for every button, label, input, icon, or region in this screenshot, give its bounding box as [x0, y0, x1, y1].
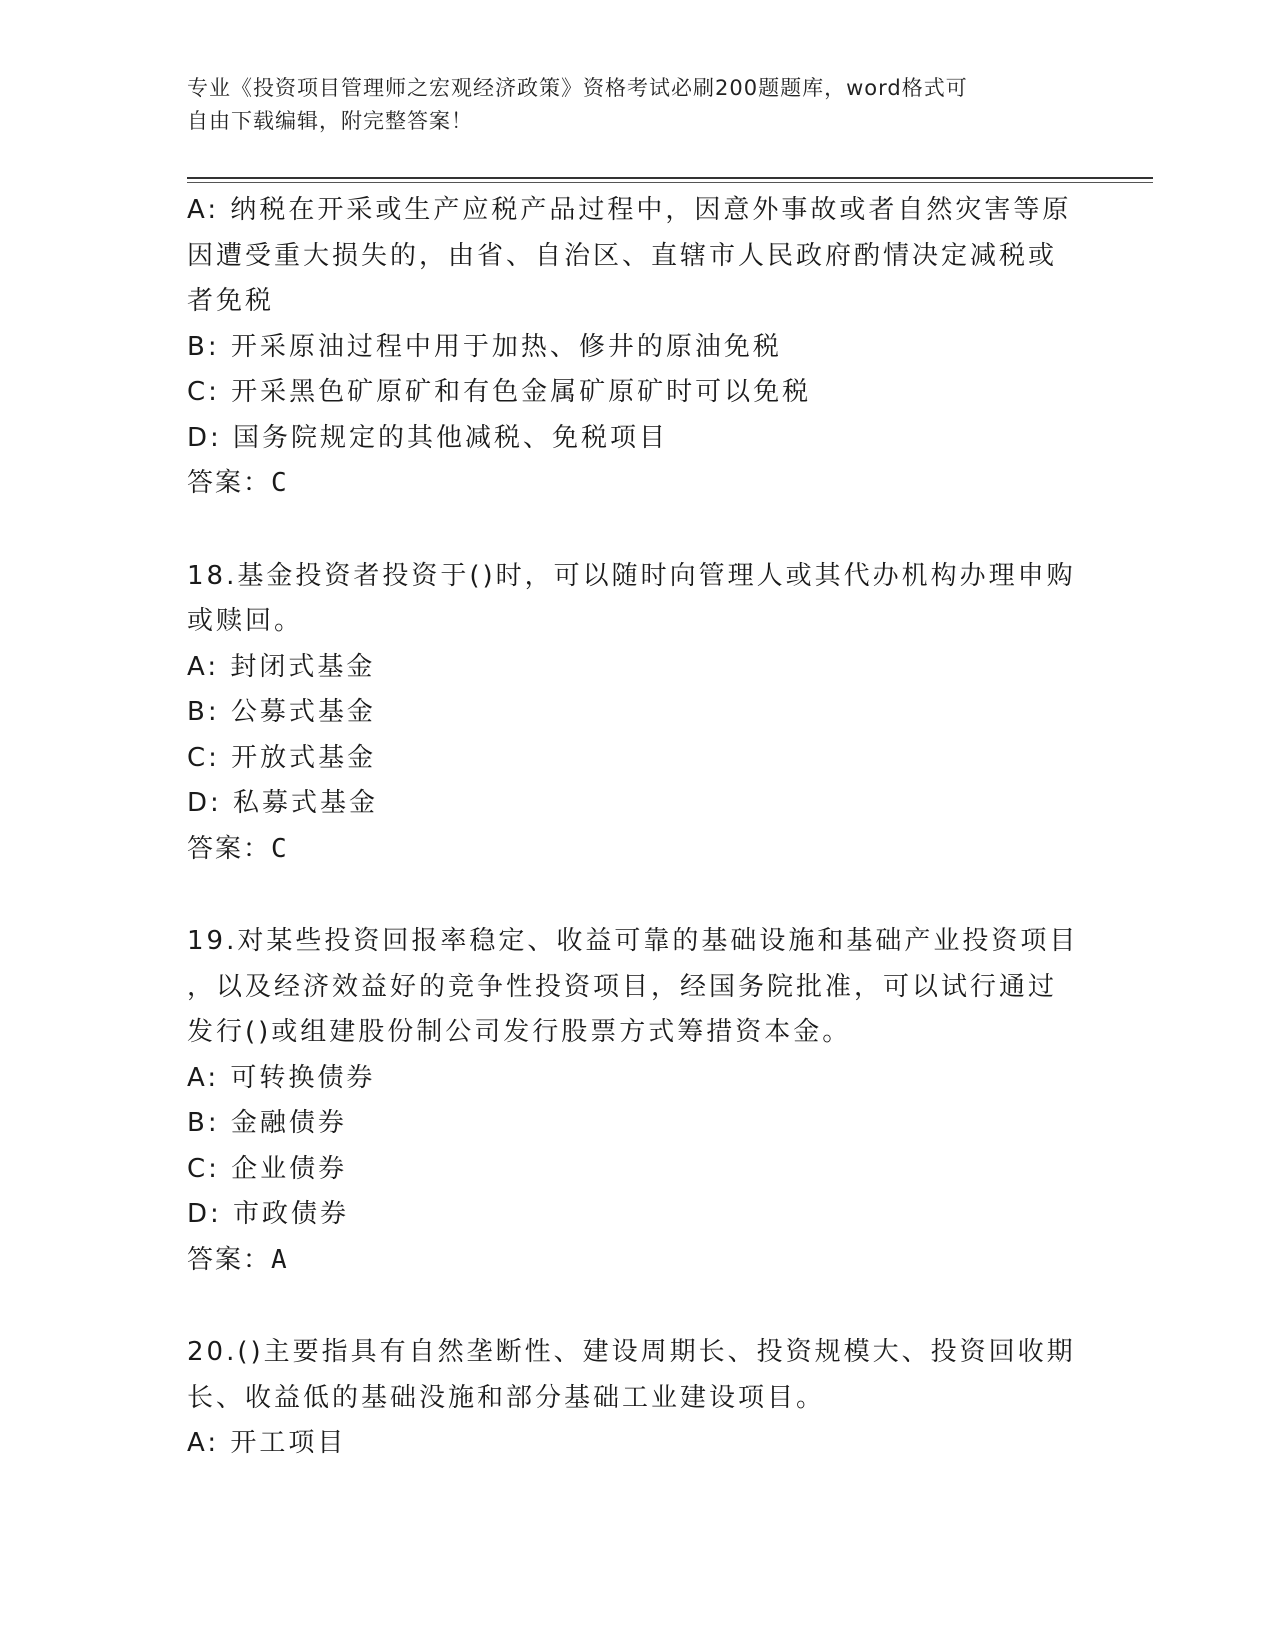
question-list — [187, 188, 1077, 1467]
q17-option-a-line-2: 因遭受重大损失的，由省、自治区、直辖市人民政府酌情决定减税或 — [187, 240, 1058, 271]
q17-answer — [187, 461, 1077, 507]
q17-option-b: B: 开采原油过程中用于加热、修井的原油免税 — [187, 331, 782, 362]
q19-option-a: A: 可转换债券 — [187, 1062, 376, 1093]
q19-stem-line-2: ，以及经济效益好的竞争性投资项目，经国务院批准，可以试行通过 — [187, 971, 1058, 1002]
spacer — [187, 507, 1077, 554]
header-divider-thin — [187, 182, 1153, 183]
q19-option-d: D: 市政债券 — [187, 1199, 350, 1229]
header-line-2: 自由下载编辑，附完整答案！ — [187, 109, 473, 133]
q19-answer-label: 答案： — [187, 1244, 272, 1275]
spacer — [187, 1283, 1077, 1330]
q20-stem-line-1: 20.()主要指具有自然垄断性、建设周期长、投资规模大、投资回收期 — [187, 1337, 1076, 1367]
q19-option-b: B: 金融债券 — [187, 1108, 347, 1138]
q18-answer-label: 答案： — [187, 833, 272, 864]
q17-answer-label: 答案： — [187, 468, 272, 498]
q18-option-d: D: 私募式基金 — [187, 788, 379, 818]
q18-answer-value: C — [271, 833, 289, 864]
q17-option-a-line-1: A: 纳税在开采或生产应税产品过程中，因意外事故或者自然灾害等原 — [187, 195, 1072, 225]
q19-answer — [187, 1238, 1077, 1284]
q19-stem-line-3: 发行()或组建股份制公司发行股票方式筹措资本金。 — [187, 1017, 852, 1047]
header-line-1: 专业《投资项目管理师之宏观经济政策》资格考试必刷200题题库，word格式可 — [187, 76, 968, 100]
question-17 — [187, 188, 1077, 507]
q17-option-a-line-3: 者免税 — [187, 286, 275, 316]
q17-answer-value: C — [271, 468, 289, 498]
q20-stem-line-2: 长、收益低的基础没施和部分基础工业建设项目。 — [187, 1382, 826, 1413]
q18-stem-line-2: 或赎回。 — [187, 606, 304, 636]
document-header — [187, 72, 1067, 138]
q18-answer — [187, 827, 1077, 873]
q20-option-a: A: 开工项目 — [187, 1428, 347, 1458]
question-18 — [187, 554, 1077, 873]
q19-answer-value: A — [271, 1244, 289, 1275]
q18-option-c: C: 开放式基金 — [187, 742, 377, 773]
question-20 — [187, 1330, 1077, 1467]
q18-option-a: A: 封闭式基金 — [187, 651, 376, 682]
q17-option-c: C: 开采黑色矿原矿和有色金属矿原矿时可以免税 — [187, 377, 812, 407]
question-19 — [187, 919, 1077, 1283]
q19-stem-line-1: 19.对某些投资回报率稳定、收益可靠的基础设施和基础产业投资项目 — [187, 926, 1079, 956]
header-divider-thick — [187, 177, 1153, 179]
q18-option-b: B: 公募式基金 — [187, 697, 376, 727]
q17-option-d: D: 国务院规定的其他减税、免税项目 — [187, 422, 669, 453]
spacer — [187, 872, 1077, 919]
q19-option-c: C: 企业债券 — [187, 1153, 348, 1184]
q18-stem-line-1: 18.基金投资者投资于()时，可以随时向管理人或其代办机构办理申购 — [187, 560, 1076, 591]
